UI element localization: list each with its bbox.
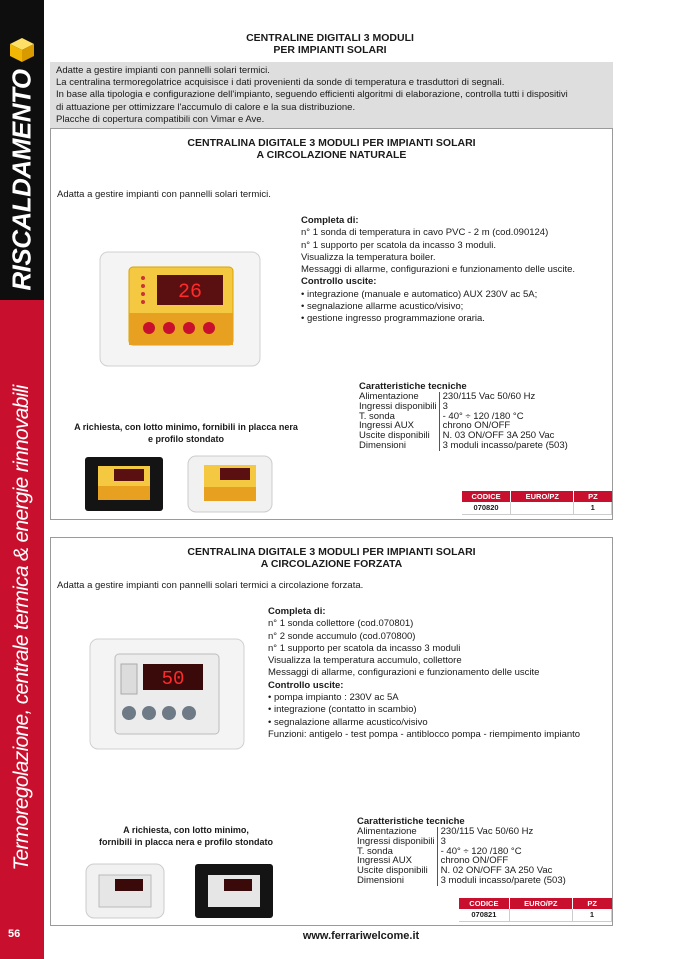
intro-text <box>50 62 613 129</box>
spec-line: n° 1 sonda collettore (cod.070801) <box>268 618 414 630</box>
col-header-qty: PZ <box>574 491 612 502</box>
characteristic-label: Ingressi AUX <box>357 855 412 867</box>
controller-image <box>99 251 261 367</box>
spec-line: n° 1 sonda di temperatura in cavo PVC - 2 m (cod.090124) <box>301 227 549 239</box>
col-header-qty: PZ <box>572 898 611 909</box>
characteristic-label: Ingressi disponibili <box>357 835 435 847</box>
cell-code: 070821 <box>459 909 509 921</box>
white-variant-image <box>85 863 165 919</box>
spec-line: • pompa impianto : 230V ac 5A <box>268 692 399 704</box>
col-header-code: CODICE <box>462 491 511 502</box>
product-card-naturale <box>50 128 613 520</box>
characteristics-title: Caratteristiche tecniche <box>357 816 465 827</box>
product-description: Adatta a gestire impianti con pannelli solari termici a circolazione forzata. <box>57 580 364 591</box>
cell-code: 070820 <box>462 502 511 514</box>
cell-qty: 1 <box>574 502 612 514</box>
characteristic-label: Alimentazione <box>359 391 419 402</box>
intro-line: Adatte a gestire impianti con pannelli solari termici. <box>56 65 270 76</box>
characteristic-value: 3 moduli incasso/parete (503) <box>439 441 570 451</box>
spec-line: n° 2 sonde accumulo (cod.070800) <box>268 630 416 642</box>
availability-note <box>71 824 301 848</box>
intro-line: Placche di copertura compatibili con Vimar e Ave. <box>56 113 265 125</box>
note-line1: A richiesta, con lotto minimo, <box>123 825 249 835</box>
spec-line: • segnalazione allarme acustico/visivo <box>268 716 428 728</box>
col-header-code: CODICE <box>459 898 509 909</box>
cell-price <box>509 909 572 921</box>
spec-line: Funzioni: antigelo - test pompa - antiblocco pompa - riempimento impianto <box>268 728 581 740</box>
price-table <box>462 491 612 515</box>
spec-line: • integrazione (manuale e automatico) AUX 230V ac 5A; <box>301 288 538 300</box>
col-header-price: EURO/PZ <box>509 898 572 909</box>
characteristic-label: Dimensioni <box>359 439 406 451</box>
spec-line: Messaggi di allarme, configurazioni e funzionamento delle uscite. <box>301 264 576 276</box>
characteristic-value: 3 moduli incasso/parete (503) <box>437 876 568 886</box>
spec-line: Visualizza la temperatura accumulo, collettore <box>268 655 462 667</box>
characteristic-label: Ingressi disponibili <box>359 400 437 412</box>
product-title-line1: CENTRALINA DIGITALE 3 MODULI PER IMPIANTI SOLARI <box>187 137 476 149</box>
characteristic-label: Uscite disponibili <box>357 865 428 877</box>
characteristic-value: N. 03 ON/OFF 3A 250 Vac <box>439 431 570 441</box>
characteristic-label: T. sonda <box>359 410 395 422</box>
cell-price <box>511 502 574 514</box>
spec-line: Messaggi di allarme, configurazioni e funzionamento delle uscite <box>268 667 540 679</box>
footer-url[interactable]: www.ferrariwelcome.it <box>302 930 420 942</box>
page-title-line2: PER IMPIANTI SOLARI <box>273 44 387 56</box>
table-row <box>459 909 612 921</box>
characteristic-label: Ingressi AUX <box>359 420 414 432</box>
characteristic-value: N. 02 ON/OFF 3A 250 Vac <box>437 866 568 876</box>
cell-qty: 1 <box>572 909 611 921</box>
characteristic-value: 3 <box>437 837 568 847</box>
product-title <box>51 546 612 570</box>
characteristic-value: chrono ON/OFF <box>437 856 568 866</box>
black-variant-image <box>84 456 164 512</box>
note-line1: A richiesta, con lotto minimo, fornibili in placca nera <box>74 422 298 432</box>
product-title-line1: CENTRALINA DIGITALE 3 MODULI PER IMPIANTI SOLARI <box>187 546 476 558</box>
page-title-line1: CENTRALINE DIGITALI 3 MODULI <box>246 32 414 44</box>
white-variant-image <box>187 455 273 513</box>
spec-heading: Controllo uscite: <box>301 276 377 288</box>
characteristic-label: T. sonda <box>357 845 393 857</box>
availability-note <box>61 421 311 445</box>
note-line2: fornibili in placca nera e profilo stondato <box>98 837 274 847</box>
page-number: 56 <box>8 928 21 940</box>
section-title: RISCALDAMENTO <box>6 69 37 291</box>
characteristic-value: 230/115 Vac 50/60 Hz <box>439 392 570 402</box>
characteristics-table <box>359 392 570 451</box>
spec-line: • gestione ingresso programmazione oraria. <box>301 313 485 325</box>
device-display-value: 50 <box>161 668 185 690</box>
spec-line: Visualizza la temperatura boiler. <box>301 251 436 263</box>
col-header-price: EURO/PZ <box>511 491 574 502</box>
characteristic-row <box>359 441 570 451</box>
characteristics-table <box>357 827 568 886</box>
product-card-forzata <box>50 537 613 926</box>
spec-heading: Completa di: <box>301 215 359 226</box>
characteristic-label: Uscite disponibili <box>359 430 430 442</box>
spec-line: n° 1 supporto per scatola da incasso 3 moduli. <box>301 239 496 251</box>
product-title-line2: A CIRCOLAZIONE NATURALE <box>256 149 407 161</box>
product-title-line2: A CIRCOLAZIONE FORZATA <box>260 558 403 570</box>
table-row <box>462 502 612 514</box>
intro-line: La centralina termoregolatrice acquisisce i dati provenienti da sonde di temperatura e trasduttori di segnali. <box>56 77 505 89</box>
characteristic-label: Dimensioni <box>357 874 404 886</box>
spec-list <box>268 606 580 741</box>
section-subtitle: Termoregolazione, centrale termica & energie rinnovabili <box>10 385 33 871</box>
spec-heading: Completa di: <box>268 606 326 617</box>
price-table <box>459 898 612 922</box>
characteristic-row <box>357 876 568 886</box>
intro-line: di attuazione per ottimizzare l'accumulo di calore e la sua distribuzione. <box>56 101 356 113</box>
characteristic-value: 230/115 Vac 50/60 Hz <box>437 827 568 837</box>
page-title <box>60 32 600 56</box>
controller-image <box>89 638 245 750</box>
intro-line: In base alla tipologia e configurazione dell'impianto, seguendo efficienti algoritmi di elaborazione, controlla tutti i dispositivi <box>56 89 568 101</box>
spec-line: • segnalazione allarme acustico/visivo; <box>301 301 464 313</box>
spec-line: • integrazione (contatto in scambio) <box>268 704 417 716</box>
characteristics-title: Caratteristiche tecniche <box>359 381 467 392</box>
device-display-value: 26 <box>177 281 203 304</box>
product-title <box>51 137 612 161</box>
characteristic-label: Alimentazione <box>357 826 417 837</box>
characteristic-value: - 40° ÷ 120 /180 °C <box>439 412 570 422</box>
note-line2: e profilo stondato <box>148 434 224 444</box>
product-description: Adatta a gestire impianti con pannelli solari termici. <box>57 189 271 200</box>
characteristic-value: 3 <box>439 402 570 412</box>
black-variant-image <box>194 863 274 919</box>
spec-list <box>301 215 575 326</box>
cube-logo-icon <box>8 36 36 64</box>
spec-heading: Controllo uscite: <box>268 679 344 691</box>
characteristic-value: - 40° ÷ 120 /180 °C <box>437 847 568 857</box>
spec-line: n° 1 supporto per scatola da incasso 3 moduli <box>268 642 461 654</box>
characteristic-value: chrono ON/OFF <box>439 421 570 431</box>
